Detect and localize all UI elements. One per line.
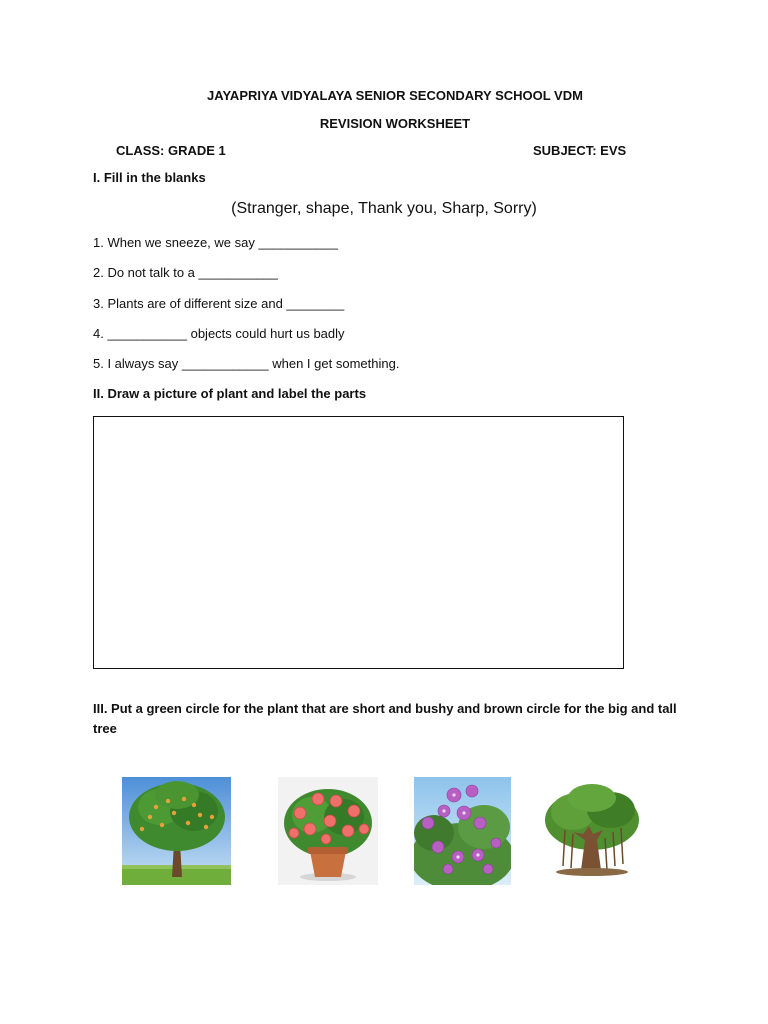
class-label: CLASS: GRADE 1 bbox=[116, 143, 226, 158]
section3-heading: III. Put a green circle for the plant that are short and bushy and brown circle for the big and tall tree bbox=[93, 701, 677, 736]
subject-label: SUBJECT: EVS bbox=[533, 143, 627, 158]
question-3: 3. Plants are of different size and ________ bbox=[93, 296, 345, 311]
school-name: JAYAPRIYA VIDYALAYA SENIOR SECONDARY SCHOOL VDM bbox=[207, 88, 583, 103]
section1-heading: I. Fill in the blanks bbox=[93, 170, 206, 185]
question-5: 5. I always say ____________ when I get something. bbox=[93, 356, 400, 371]
banyan-tree-icon bbox=[543, 780, 641, 878]
question-4: 4. ___________ objects could hurt us badly bbox=[93, 326, 345, 341]
word-options: (Stranger, shape, Thank you, Sharp, Sorry) bbox=[231, 200, 537, 217]
rose-plant-image[interactable] bbox=[278, 777, 378, 885]
flowering-shrub-image[interactable] bbox=[414, 777, 511, 885]
mango-tree-icon bbox=[122, 777, 231, 885]
banyan-tree-image[interactable] bbox=[543, 780, 641, 878]
mango-tree-image[interactable] bbox=[122, 777, 231, 885]
worksheet-title: REVISION WORKSHEET bbox=[319, 116, 471, 131]
question-1: 1. When we sneeze, we say ___________ bbox=[93, 235, 339, 250]
section2-heading: II. Draw a picture of plant and label the parts bbox=[93, 386, 367, 401]
rose-plant-icon bbox=[278, 777, 378, 885]
drawing-box[interactable] bbox=[93, 416, 624, 669]
flowering-shrub-icon bbox=[414, 777, 511, 885]
question-2: 2. Do not talk to a ___________ bbox=[93, 265, 279, 280]
